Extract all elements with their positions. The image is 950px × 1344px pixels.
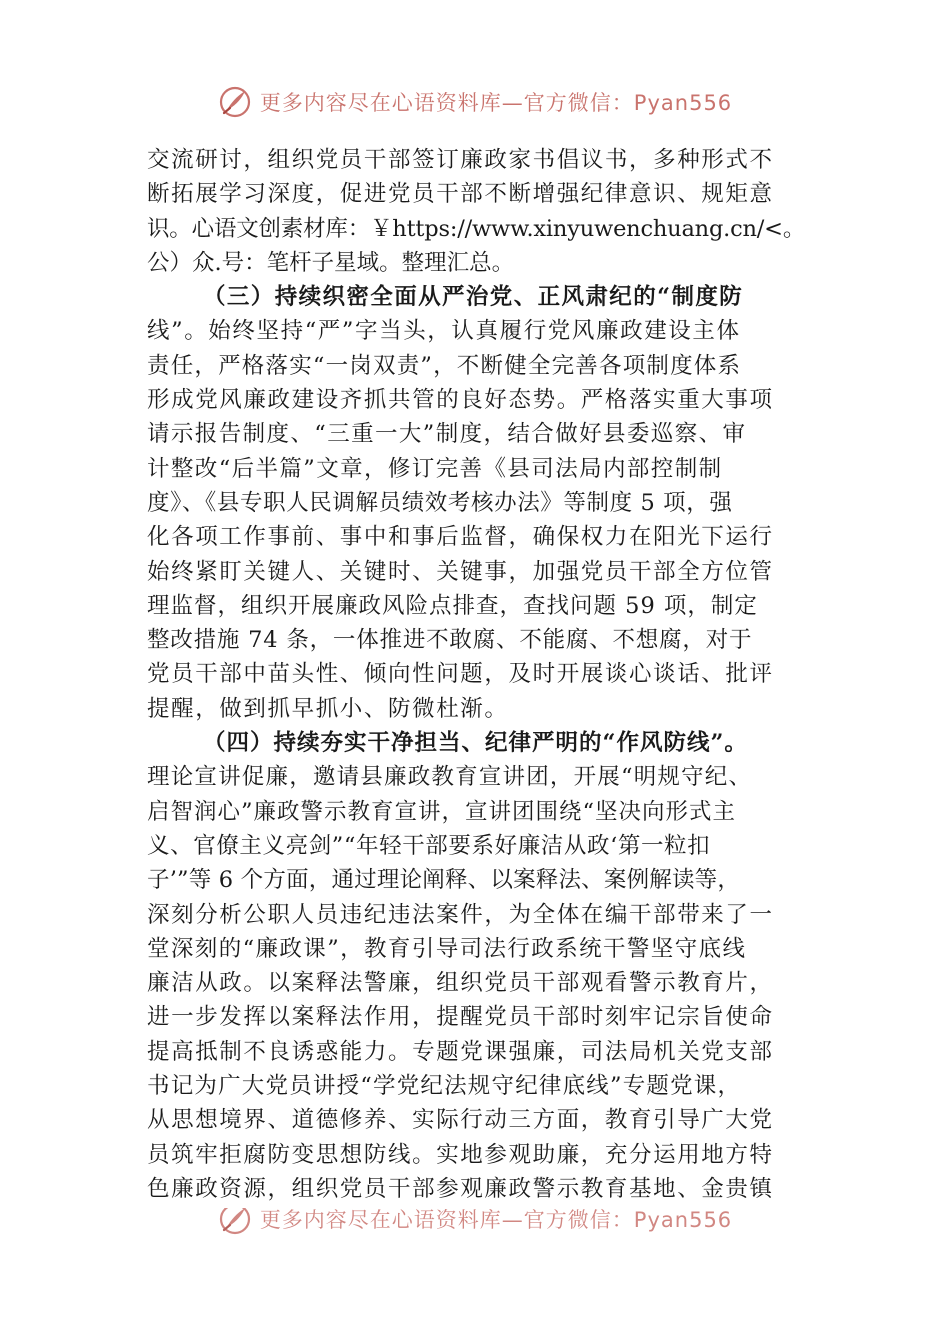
text-line: 断拓展学习深度，促进党员干部不断增强纪律意识、规矩意 xyxy=(147,181,774,208)
text-line: 计整改“后半篇”文章，修订完善《县司法局内部控制制 xyxy=(147,455,723,482)
text-line: 色廉政资源，组织党员干部参观廉政警示教育基地、金贵镇 xyxy=(147,1175,774,1202)
text-line: 廉洁从政。以案释法警廉，组织党员干部观看警示教育片， xyxy=(147,970,774,997)
document-body xyxy=(147,143,807,1206)
text-line: 责任，严格落实“一岗双责”，不断健全完善各项制度体系 xyxy=(147,352,742,379)
quill-pen-logo-icon xyxy=(218,85,252,119)
text-line: 提醒，做到抓早抓小、防微杜渐。 xyxy=(147,695,509,722)
quill-pen-logo-icon xyxy=(218,1208,252,1236)
text-line: 请示报告制度、“三重一大”制度，结合做好县委巡察、审 xyxy=(147,421,747,448)
text-line: 形成党风廉政建设齐抓共管的良好态势。严格落实重大事项 xyxy=(147,387,774,414)
text-line: 进一步发挥以案释法作用，提醒党员干部时刻牢记宗旨使命 xyxy=(147,1004,774,1031)
text-line: 义、官僚主义亮剑”“年轻干部要系好廉洁从政‘第一粒扣 xyxy=(147,832,711,859)
text-line: 理监督，组织开展廉政风险点排查，查找问题 59 项，制定 xyxy=(147,592,758,619)
text-line: 员筑牢拒腐防变思想防线。实地参观助廉，充分运用地方特 xyxy=(147,1141,774,1168)
text-line: 度》、《县专职人民调解员绩效考核办法》等制度 5 项，强 xyxy=(147,489,733,516)
text-line: 整改措施 74 条，一体推进不敢腐、不能腐、不想腐，对于 xyxy=(147,627,753,654)
section-heading-line: （三）持续织密全面从严治党、正风肃纪的“制度防 xyxy=(203,284,744,311)
watermark-text: 更多内容尽在心语资料库—官方微信：Pyan556 xyxy=(259,1208,733,1232)
header-watermark xyxy=(0,82,950,122)
text-line: 交流研讨，组织党员干部签订廉政家书倡议书，多种形式不 xyxy=(147,147,774,173)
text-line: 子’”等 6 个方面，通过理论阐释、以案释法、案例解读等， xyxy=(147,867,741,894)
text-line: 线”。始终坚持“严”字当头，认真履行党风廉政建设主体 xyxy=(147,318,741,345)
text-line: 公）众.号：笔杆子星域。整理汇总。 xyxy=(147,249,515,276)
text-line: 理论宣讲促廉，邀请县廉政教育宣讲团，开展“明规守纪、 xyxy=(147,764,753,791)
text-line: 化各项工作事前、事中和事后监督，确保权力在阳光下运行 xyxy=(147,524,774,551)
text-line: 堂深刻的“廉政课”，教育引导司法行政系统干警坚守底线 xyxy=(147,935,747,962)
section-heading-line: （四）持续夯实干净担当、纪律严明的“作风防线”。 xyxy=(203,730,748,757)
watermark-text: 更多内容尽在心语资料库—官方微信：Pyan556 xyxy=(259,91,733,115)
text-line: 启智润心”廉政警示教育宣讲，宣讲团围绕“坚决向形式主 xyxy=(147,798,737,825)
text-line: 始终紧盯关键人、关键时、关键事，加强党员干部全方位管 xyxy=(147,558,774,585)
text-line: 党员干部中苗头性、倾向性问题，及时开展谈心谈话、批评 xyxy=(147,661,774,688)
footer-watermark xyxy=(0,1208,950,1242)
text-line: 从思想境界、道德修养、实际行动三方面，教育引导广大党 xyxy=(147,1107,774,1134)
text-line: 提高抵制不良诱惑能力。专题党课强廉，司法局机关党支部 xyxy=(147,1038,774,1065)
text-line: 识。心语文创素材库：￥https://www.xinyuwenchuang.cn/<。 xyxy=(147,215,806,242)
text-line: 深刻分析公职人员违纪违法案件，为全体在编干部带来了一 xyxy=(147,901,774,928)
text-line: 书记为广大党员讲授“学党纪法规守纪律底线”专题党课， xyxy=(147,1073,742,1100)
